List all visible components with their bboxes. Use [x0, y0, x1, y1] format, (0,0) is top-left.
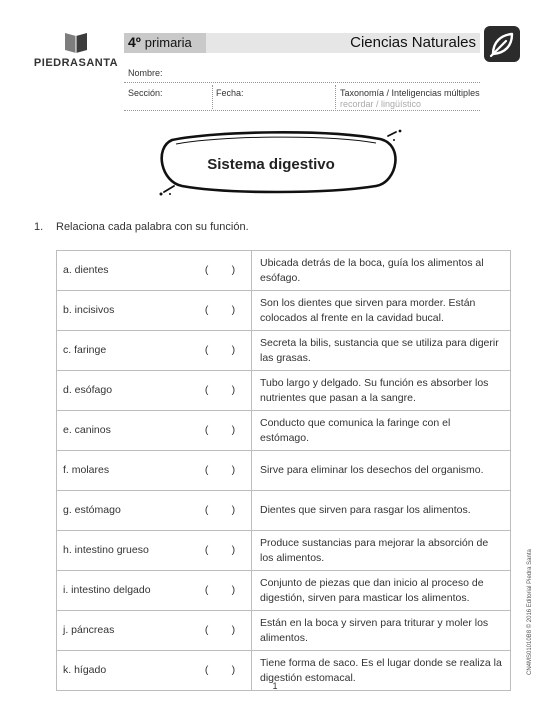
taxonomy-value: recordar / lingüístico: [340, 99, 422, 109]
term-cell: c. faringe: [57, 331, 190, 371]
table-row: [57, 371, 511, 411]
definition-cell: Son los dientes que sirven para morder. Están colocados al frente en la cavidad bucal.: [252, 291, 511, 331]
grade-number: 4º: [128, 34, 141, 50]
copyright-note: CN4MS01010B8 © 2016 Editorial Piedra Santa: [527, 549, 533, 675]
table-row: [57, 491, 511, 531]
taxonomy-label: Taxonomía / Inteligencias múltiples: [340, 88, 480, 98]
definition-cell: Secreta la bilis, sustancia que se utiliza para digerir las grasas.: [252, 331, 511, 371]
matching-table: [56, 250, 511, 691]
table-row: [57, 611, 511, 651]
answer-blank[interactable]: ( ): [189, 371, 252, 411]
table-row: [57, 291, 511, 331]
table-row: [57, 531, 511, 571]
definition-cell: Tiene forma de saco. Es el lugar donde se realiza la digestión estomacal.: [252, 651, 511, 691]
table-row: [57, 331, 511, 371]
instruction-text: Relaciona cada palabra con su función.: [56, 221, 249, 233]
term-cell: e. caninos: [57, 411, 190, 451]
answer-blank[interactable]: ( ): [189, 571, 252, 611]
divider: [335, 85, 336, 109]
divider: [212, 85, 213, 109]
definition-cell: Sirve para eliminar los desechos del organismo.: [252, 451, 511, 491]
term-cell: f. molares: [57, 451, 190, 491]
definition-cell: Conjunto de piezas que dan inicio al proceso de digestión, sirven para masticar los alimentos.: [252, 571, 511, 611]
section-field-line: [124, 110, 480, 111]
instruction-number: 1.: [34, 221, 44, 233]
term-cell: h. intestino grueso: [57, 531, 190, 571]
answer-blank[interactable]: ( ): [189, 531, 252, 571]
definition-cell: Conducto que comunica la faringe con el estómago.: [252, 411, 511, 451]
term-cell: k. hígado: [57, 651, 190, 691]
definition-cell: Dientes que sirven para rasgar los alimentos.: [252, 491, 511, 531]
term-cell: d. esófago: [57, 371, 190, 411]
term-cell: j. páncreas: [57, 611, 190, 651]
term-cell: i. intestino delgado: [57, 571, 190, 611]
definition-cell: Ubicada detrás de la boca, guía los alimentos al esófago.: [252, 251, 511, 291]
publisher-logo: [28, 32, 124, 69]
header-bar: [124, 33, 480, 53]
section-label: Sección:: [128, 88, 163, 98]
leaf-icon: [484, 26, 520, 62]
table-row: [57, 451, 511, 491]
table-row: [57, 251, 511, 291]
answer-blank[interactable]: ( ): [189, 291, 252, 331]
answer-blank[interactable]: ( ): [189, 651, 252, 691]
subject-title: Ciencias Naturales: [350, 34, 476, 51]
table-row: [57, 411, 511, 451]
answer-blank[interactable]: ( ): [189, 611, 252, 651]
name-label: Nombre:: [128, 68, 163, 78]
table-row: [57, 571, 511, 611]
answer-blank[interactable]: ( ): [189, 491, 252, 531]
publisher-name: PIEDRASANTA: [33, 57, 119, 69]
definition-cell: Tubo largo y delgado. Su función es absorber los nutrientes que pasan a la sangre.: [252, 371, 511, 411]
answer-blank[interactable]: ( ): [189, 251, 252, 291]
book-icon: [63, 32, 89, 54]
definition-cell: Están en la boca y sirven para triturar y moler los alimentos.: [252, 611, 511, 651]
answer-blank[interactable]: ( ): [189, 451, 252, 491]
title-cloud: [156, 128, 406, 198]
date-label: Fecha:: [216, 88, 244, 98]
term-cell: b. incisivos: [57, 291, 190, 331]
grade-label: [128, 34, 192, 50]
answer-blank[interactable]: ( ): [189, 331, 252, 371]
name-field-line[interactable]: [124, 82, 480, 83]
definition-cell: Produce sustancias para mejorar la absorción de los alimentos.: [252, 531, 511, 571]
subject-badge: [484, 26, 520, 62]
term-cell: g. estómago: [57, 491, 190, 531]
page-number: 1: [272, 681, 278, 691]
term-cell: a. dientes: [57, 251, 190, 291]
page-title: Sistema digestivo: [207, 156, 335, 173]
grade-level: primaria: [144, 35, 192, 50]
answer-blank[interactable]: ( ): [189, 411, 252, 451]
